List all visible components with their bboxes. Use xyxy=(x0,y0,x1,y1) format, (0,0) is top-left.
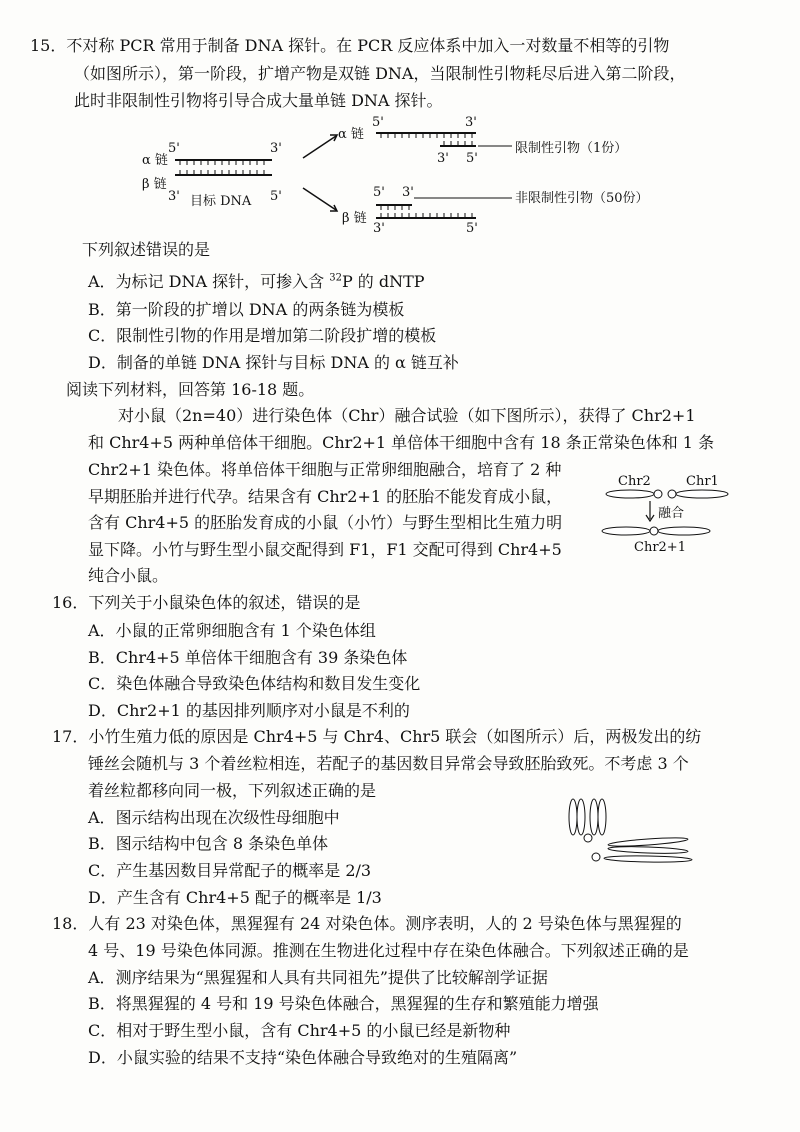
material-para-1: 对小鼠（2n=40）进行染色体（Chr）融合试验（如下图所示），获得了 Chr2+1 xyxy=(118,406,696,425)
q17-stem-line-3: 着丝粒都移向同一极，下列叙述正确的是 xyxy=(88,781,377,800)
q15-option-a xyxy=(88,272,425,292)
option-label: A． xyxy=(88,621,116,640)
q15-option-b xyxy=(88,300,404,320)
material-intro: 阅读下列材料，回答第 16-18 题。 xyxy=(66,380,315,399)
q16-option-d xyxy=(88,701,410,721)
q17-stem-line-1: 17．小竹生殖力低的原因是 Chr4+5 与 Chr4、Chr5 联会（如图所示）后，两极发出的纺 xyxy=(52,727,702,746)
label-5prime-left-top: 5' xyxy=(168,141,180,156)
label-limiting-primer: 限制性引物（1份） xyxy=(515,141,628,156)
q18-stem-line-2: 4 号、19 号染色体同源。推测在生物进化过程中存在染色体融合。下列叙述正确的是 xyxy=(88,941,689,960)
material-para-3: Chr2+1 染色体。将单倍体干细胞与正常卵细胞融合，培育了 2 种 xyxy=(88,460,562,479)
option-label: B． xyxy=(88,994,116,1013)
option-text: 产生基因数目异常配子的概率是 2/3 xyxy=(116,861,372,880)
label-chr2-1: Chr2+1 xyxy=(634,540,686,555)
q16-option-c xyxy=(88,674,420,694)
alpha-chain-right xyxy=(376,133,512,146)
q17-option-b xyxy=(88,834,328,854)
q15-option-d xyxy=(88,353,459,373)
option-text: 图示结构出现在次级性母细胞中 xyxy=(115,808,340,827)
material-para-2: 和 Chr4+5 两种单倍体干细胞。Chr2+1 单倍体干细胞中含有 18 条正常染色体和 1 条 xyxy=(88,433,715,452)
chromosome-fusion-diagram xyxy=(600,465,780,555)
option-text: Chr4+5 单倍体干细胞含有 39 条染色体 xyxy=(115,648,408,667)
option-text: 测序结果为“黑猩猩和人具有共同祖先”提供了比较解剖学证据 xyxy=(115,968,548,987)
option-label: D． xyxy=(88,1048,117,1067)
target-dna-bases xyxy=(180,160,264,175)
chr2-centromere xyxy=(654,490,662,498)
label-3prime-nonlimiting: 3' xyxy=(402,185,414,200)
label-5prime-beta-right: 5' xyxy=(466,221,478,236)
centromere-top xyxy=(584,834,592,842)
chr2-1-centromere xyxy=(650,527,658,535)
option-text: Chr2+1 的基因排列顺序对小鼠是不利的 xyxy=(116,701,410,720)
label-beta-chain-left: β 链 xyxy=(142,177,167,192)
option-label: A． xyxy=(88,808,116,827)
option-label: A． xyxy=(88,968,116,987)
option-label: D． xyxy=(88,353,117,372)
q15-stem-line-2: （如图所示），第一阶段，扩增产物是双链 DNA，当限制性引物耗尽后进入第二阶段， xyxy=(74,64,686,83)
q15-stem-line-3: 此时非限制性引物将引导合成大量单链 DNA 探针。 xyxy=(74,91,443,110)
arrows xyxy=(303,135,337,211)
option-label: B． xyxy=(88,300,116,319)
option-label: C． xyxy=(88,1021,117,1040)
label-5prime-nonlimiting: 5' xyxy=(373,185,385,200)
option-text: 相对于野生型小鼠，含有 Chr4+5 的小鼠已经是新物种 xyxy=(116,1021,511,1040)
material-para-5: 含有 Chr4+5 的胚胎发育成的小鼠（小竹）与野生型相比生殖力明 xyxy=(88,513,563,532)
chr2-1-left-arm xyxy=(602,527,650,535)
option-text: 染色体融合导致染色体结构和数目发生变化 xyxy=(116,674,421,693)
option-text-pre: 为标记 DNA 探针，可掺入含 xyxy=(115,272,330,291)
option-label: C． xyxy=(88,861,117,880)
label-5prime-alpha-right: 5' xyxy=(372,115,384,130)
label-beta-chain-right: β 链 xyxy=(342,211,367,226)
q18-option-c xyxy=(88,1021,510,1041)
q17-option-c xyxy=(88,861,371,881)
pcr-diagram xyxy=(0,0,800,240)
chr2-arm xyxy=(606,490,654,498)
q18-option-b xyxy=(88,994,599,1014)
q17-stem-line-2: 锤丝会随机与 3 个着丝粒相连，若配子的基因数目异常会导致胚胎致死。不考虑 3 个 xyxy=(88,754,689,773)
q18-option-a xyxy=(88,968,548,988)
option-text: 限制性引物的作用是增加第二阶段扩增的模板 xyxy=(116,326,437,345)
option-label: C． xyxy=(88,326,117,345)
label-chr2: Chr2 xyxy=(618,474,651,489)
option-label: D． xyxy=(88,701,117,720)
q16-option-a xyxy=(88,621,376,641)
chr4-5-long-arm xyxy=(604,855,692,863)
label-chr1: Chr1 xyxy=(686,474,719,489)
option-text: 第一阶段的扩增以 DNA 的两条链为模板 xyxy=(115,300,405,319)
chr4-chromatid-2 xyxy=(598,799,606,835)
label-5prime-left-bottom: 5' xyxy=(270,189,282,204)
q18-option-d xyxy=(88,1048,517,1068)
chr4-5-chromatid-1 xyxy=(569,799,577,835)
option-text: 产生含有 Chr4+5 配子的概率是 1/3 xyxy=(116,888,382,907)
chr2-1-right-arm xyxy=(658,527,710,535)
option-text-post: P 的 dNTP xyxy=(341,272,425,291)
chr5-chromatid-2 xyxy=(608,846,688,855)
q18-stem-line-1: 18．人有 23 对染色体，黑猩猩有 24 对染色体。测序表明，人的 2 号染色体与黑猩猩的 xyxy=(52,914,682,933)
material-para-6: 显下降。小竹与野生型小鼠交配得到 F1，F1 交配可得到 Chr4+5 xyxy=(88,540,562,559)
synapsis-diagram xyxy=(560,795,740,875)
beta-chain-right xyxy=(376,198,512,218)
chr1-arm xyxy=(676,490,728,498)
option-label: A． xyxy=(88,272,116,291)
material-para-4: 早期胚胎并进行代孕。结果含有 Chr2+1 的胚胎不能发育成小鼠， xyxy=(88,487,563,506)
option-text: 图示结构中包含 8 条染色单体 xyxy=(115,834,329,853)
option-label: C． xyxy=(88,674,117,693)
option-text: 将黑猩猩的 4 号和 19 号染色体融合，黑猩猩的生存和繁殖能力增强 xyxy=(115,994,599,1013)
q16-stem: 16．下列关于小鼠染色体的叙述，错误的是 xyxy=(52,593,361,612)
label-3prime-left-bottom: 3' xyxy=(168,189,180,204)
option-label: B． xyxy=(88,834,116,853)
label-3prime-alpha-right: 3' xyxy=(465,115,477,130)
chr5-chromatid-1 xyxy=(608,836,688,848)
label-target-dna: 目标 DNA xyxy=(190,194,252,209)
option-text: 小鼠实验的结果不支持“染色体融合导致绝对的生殖隔离” xyxy=(116,1048,518,1067)
q15-question: 下列叙述错误的是 xyxy=(82,240,211,259)
option-text: 小鼠的正常卵细胞含有 1 个染色体组 xyxy=(115,621,376,640)
label-5prime-limiting: 5' xyxy=(466,151,478,166)
q17-option-a xyxy=(88,808,340,828)
option-text: 制备的单链 DNA 探针与目标 DNA 的 α 链互补 xyxy=(116,353,459,372)
chr4-chromatid-1 xyxy=(590,799,598,835)
chr4-5-chromatid-2 xyxy=(577,799,585,835)
option-label: B． xyxy=(88,648,116,667)
isotope-mass: 32 xyxy=(329,272,342,284)
label-alpha-chain-left: α 链 xyxy=(142,153,168,168)
q15-stem-line-1: 15．不对称 PCR 常用于制备 DNA 探针。在 PCR 反应体系中加入一对数量不相等的引物 xyxy=(30,36,670,55)
chr1-centromere xyxy=(668,490,676,498)
label-fusion: 融合 xyxy=(658,506,685,521)
label-3prime-limiting: 3' xyxy=(437,151,449,166)
q16-option-b xyxy=(88,648,407,668)
q17-option-d xyxy=(88,888,382,908)
q15-option-c xyxy=(88,326,436,346)
label-nonlimiting-primer: 非限制性引物（50份） xyxy=(515,191,649,206)
label-alpha-chain-right: α 链 xyxy=(338,127,364,142)
material-para-7: 纯合小鼠。 xyxy=(88,566,169,585)
option-label: D． xyxy=(88,888,117,907)
label-3prime-left-top: 3' xyxy=(270,141,282,156)
centromere-bottom xyxy=(592,853,600,861)
label-3prime-beta-right: 3' xyxy=(373,221,385,236)
